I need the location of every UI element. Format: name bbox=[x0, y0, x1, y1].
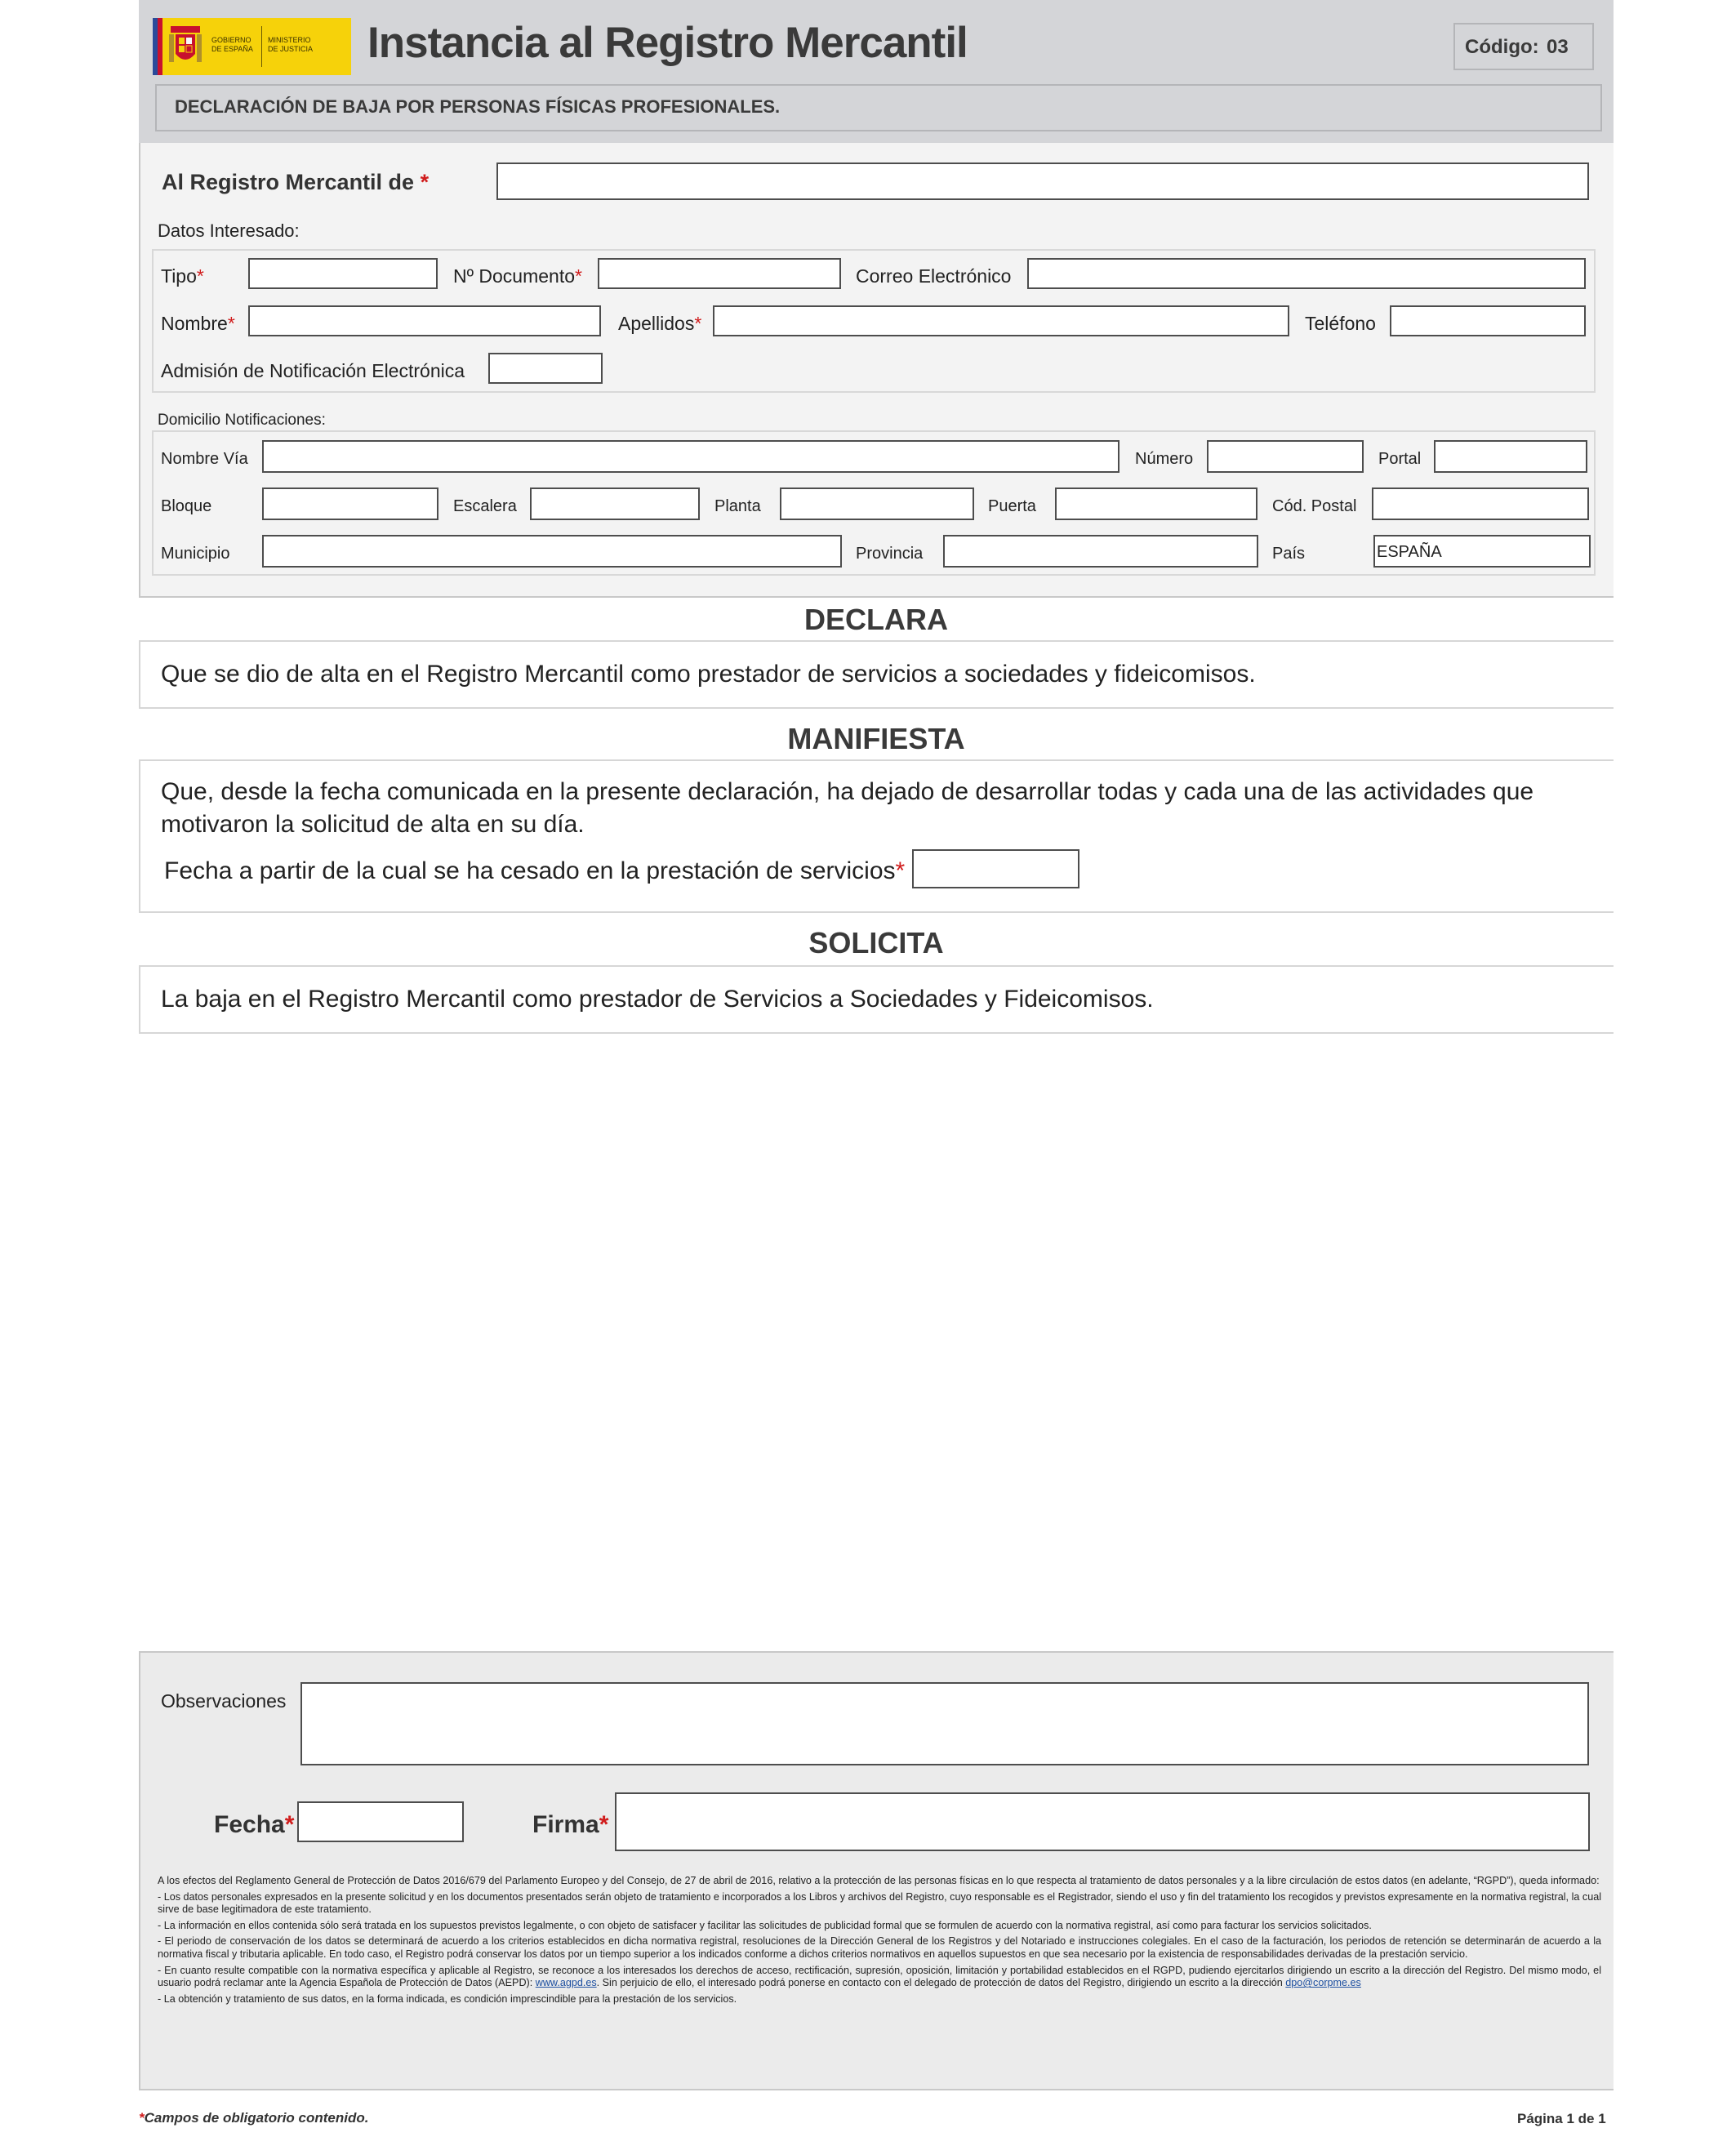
form-subtitle: DECLARACIÓN DE BAJA POR PERSONAS FÍSICAS PROFESIONALES. bbox=[175, 96, 781, 117]
planta-input[interactable] bbox=[780, 488, 974, 520]
legal-paragraph: - Los datos personales expresados en la presente solicitud y en los documentos presentados serán objeto de tratamiento e incorporados a los Libros y archivos del Registro, cuyo responsable es el Registrador, siendo el uso y fin del tratamiento los recogidos y previstos expresamente en la normativa registral, la cual sirve de base legitimadora de este tratamiento. bbox=[158, 1890, 1601, 1916]
code-label: Código: bbox=[1465, 36, 1539, 58]
legal-paragraph: A los efectos del Reglamento General de Protección de Datos 2016/679 del Parlamento Europeo y del Consejo, de 27 de abril de 2016, relativo a la protección de las personas físicas en lo que respecta al tratamiento de datos personales y a la libre circulación de estos datos (en adelante, “RGPD”), queda informado: bbox=[158, 1875, 1600, 1886]
documento-label: Nº Documento* bbox=[453, 265, 582, 287]
manifiesta-box bbox=[139, 759, 1614, 913]
puerta-label: Puerta bbox=[988, 497, 1036, 515]
code-box bbox=[1453, 23, 1594, 70]
tipo-input[interactable] bbox=[248, 258, 438, 289]
correo-label: Correo Electrónico bbox=[856, 265, 1012, 287]
bloque-label: Bloque bbox=[161, 497, 212, 515]
provincia-input[interactable] bbox=[943, 535, 1258, 568]
telefono-label: Teléfono bbox=[1305, 313, 1376, 334]
portal-label: Portal bbox=[1378, 450, 1422, 468]
municipio-label: Municipio bbox=[161, 545, 230, 563]
legal-paragraph: - El periodo de conservación de los datos se determinará de acuerdo a los criterios establecidos en dicha normativa registral, resoluciones de la Dirección General de los Registros y del Notariado e instrucciones colegiales. En el caso de la facturación, los periodos de retención se determinarán de acuerdo a la normativa fiscal y tributaria aplicable. En todo caso, el Registro podrá conservar los datos por un tiempo superior a los indicados conforme a dichos criterios normativos en aquellos supuestos en que sea necesario por la existencia de responsabilidades derivadas de la prestación servicio. bbox=[158, 1935, 1601, 1960]
dpo-email-link[interactable]: dpo@corpme.es bbox=[1285, 1977, 1361, 1989]
declara-title: DECLARA bbox=[804, 603, 948, 636]
telefono-input[interactable] bbox=[1390, 305, 1586, 336]
manifiesta-text-line1: Que, desde la fecha comunicada en la presente declaración, ha dejado de desarrollar todas y cada una de las actividades que bbox=[161, 778, 1534, 805]
portal-input[interactable] bbox=[1434, 440, 1587, 473]
nombre-label: Nombre* bbox=[161, 313, 235, 334]
subtitle-box bbox=[155, 84, 1602, 131]
page-number: Página 1 de 1 bbox=[1517, 2111, 1606, 2126]
page-title: Instancia al Registro Mercantil bbox=[367, 19, 968, 67]
solicita-text: La baja en el Registro Mercantil como prestador de Servicios a Sociedades y Fideicomisos. bbox=[161, 986, 1154, 1013]
tipo-label: Tipo* bbox=[161, 265, 204, 287]
nombre-via-input[interactable] bbox=[262, 440, 1119, 473]
logo-text-ministerio: MINISTERIO DE JUSTICIA bbox=[268, 36, 314, 53]
registro-label: Al Registro Mercantil de * bbox=[162, 170, 430, 194]
required-marker: * bbox=[895, 857, 906, 884]
nombre-via-label: Nombre Vía bbox=[161, 450, 248, 468]
flag-stripe-red-icon bbox=[158, 18, 162, 75]
mandatory-note: *Campos de obligatorio contenido. bbox=[139, 2110, 369, 2126]
firma-input[interactable] bbox=[615, 1792, 1590, 1851]
legal-paragraph: - En cuanto resulte compatible con la normativa específica y aplicable al Registro, se reconoce a los interesados los derechos de acceso, rectificación, supresión, oposición, limitación y portabilidad establecidos en el RGPD, pudiendo ejercitarlos dirigiendo un escrito a la dirección del Registro. Del mismo modo, el usuario podrá reclamar ante la Agencia Española de Protección de Datos (AEPD): www.agpd.es. Sin perjuicio de ello, el interesado podrá ponerse en contacto con el delegado de protección de datos del Registro, dirigiendo un escrito a la dirección dpo@corpme.es bbox=[158, 1964, 1601, 1989]
cod-postal-input[interactable] bbox=[1372, 488, 1589, 520]
manifiesta-title: MANIFIESTA bbox=[787, 722, 965, 755]
legal-notice bbox=[158, 1875, 1601, 2009]
required-marker: * bbox=[196, 265, 204, 287]
firma-label: Firma* bbox=[532, 1811, 609, 1838]
required-marker: * bbox=[575, 265, 582, 287]
coat-of-arms-icon bbox=[167, 24, 203, 69]
fecha-cese-label: Fecha a partir de la cual se ha cesado en la prestación de servicios* bbox=[164, 857, 906, 884]
logo-text-gobierno: GOBIERNO DE ESPAÑA bbox=[211, 36, 253, 53]
fecha-label: Fecha* bbox=[214, 1811, 295, 1838]
observaciones-input[interactable] bbox=[300, 1682, 1589, 1765]
legal-paragraph: - La información en ellos contenida sólo será tratada en los supuestos previstos legalmente, o con objeto de satisfacer y facilitar las solicitudes de publicidad formal que se formulen de acuerdo con la normativa registral, así como para facturar los servicios solicitados. bbox=[158, 1919, 1372, 1931]
registro-input[interactable] bbox=[496, 163, 1589, 200]
admision-label: Admisión de Notificación Electrónica bbox=[161, 360, 465, 381]
documento-input[interactable] bbox=[598, 258, 841, 289]
logo-divider bbox=[261, 26, 262, 67]
legal-paragraph: - La obtención y tratamiento de sus datos, en la forma indicada, es condición imprescindible para la prestación de los servicios. bbox=[158, 1992, 737, 2005]
manifiesta-text-line2: motivaron la solicitud de alta en su día. bbox=[161, 811, 585, 838]
fecha-cese-input[interactable] bbox=[912, 849, 1079, 888]
solicita-box bbox=[139, 965, 1614, 1034]
required-marker: * bbox=[420, 170, 430, 194]
correo-input[interactable] bbox=[1027, 258, 1586, 289]
escalera-input[interactable] bbox=[530, 488, 700, 520]
cod-postal-label: Cód. Postal bbox=[1272, 497, 1357, 515]
declara-text: Que se dio de alta en el Registro Mercantil como prestador de servicios a sociedades y fideicomisos. bbox=[161, 661, 1256, 688]
required-marker: * bbox=[599, 1811, 609, 1838]
agpd-link[interactable]: www.agpd.es bbox=[535, 1977, 597, 1989]
domicilio-section-label: Domicilio Notificaciones: bbox=[158, 412, 326, 429]
numero-input[interactable] bbox=[1207, 440, 1364, 473]
code-value: 03 bbox=[1547, 36, 1569, 58]
solicita-title: SOLICITA bbox=[808, 926, 944, 959]
pais-input[interactable] bbox=[1373, 535, 1591, 568]
fecha-input[interactable] bbox=[297, 1801, 464, 1842]
interesado-section-label: Datos Interesado: bbox=[158, 220, 300, 241]
required-marker: * bbox=[694, 313, 702, 334]
declara-box bbox=[139, 640, 1614, 709]
apellidos-input[interactable] bbox=[713, 305, 1289, 336]
planta-label: Planta bbox=[714, 497, 761, 515]
numero-label: Número bbox=[1135, 450, 1194, 468]
puerta-input[interactable] bbox=[1055, 488, 1257, 520]
pais-label: País bbox=[1272, 545, 1306, 563]
required-marker: * bbox=[227, 313, 235, 334]
provincia-label: Provincia bbox=[856, 545, 924, 563]
admision-input[interactable] bbox=[488, 353, 603, 384]
observaciones-label: Observaciones bbox=[161, 1690, 287, 1712]
nombre-input[interactable] bbox=[248, 305, 601, 336]
required-marker: * bbox=[284, 1811, 295, 1838]
government-logo bbox=[153, 18, 351, 75]
apellidos-label: Apellidos* bbox=[618, 313, 702, 334]
bloque-input[interactable] bbox=[262, 488, 438, 520]
pais-value: ESPAÑA bbox=[1377, 543, 1442, 561]
escalera-label: Escalera bbox=[453, 497, 517, 515]
municipio-input[interactable] bbox=[262, 535, 842, 568]
